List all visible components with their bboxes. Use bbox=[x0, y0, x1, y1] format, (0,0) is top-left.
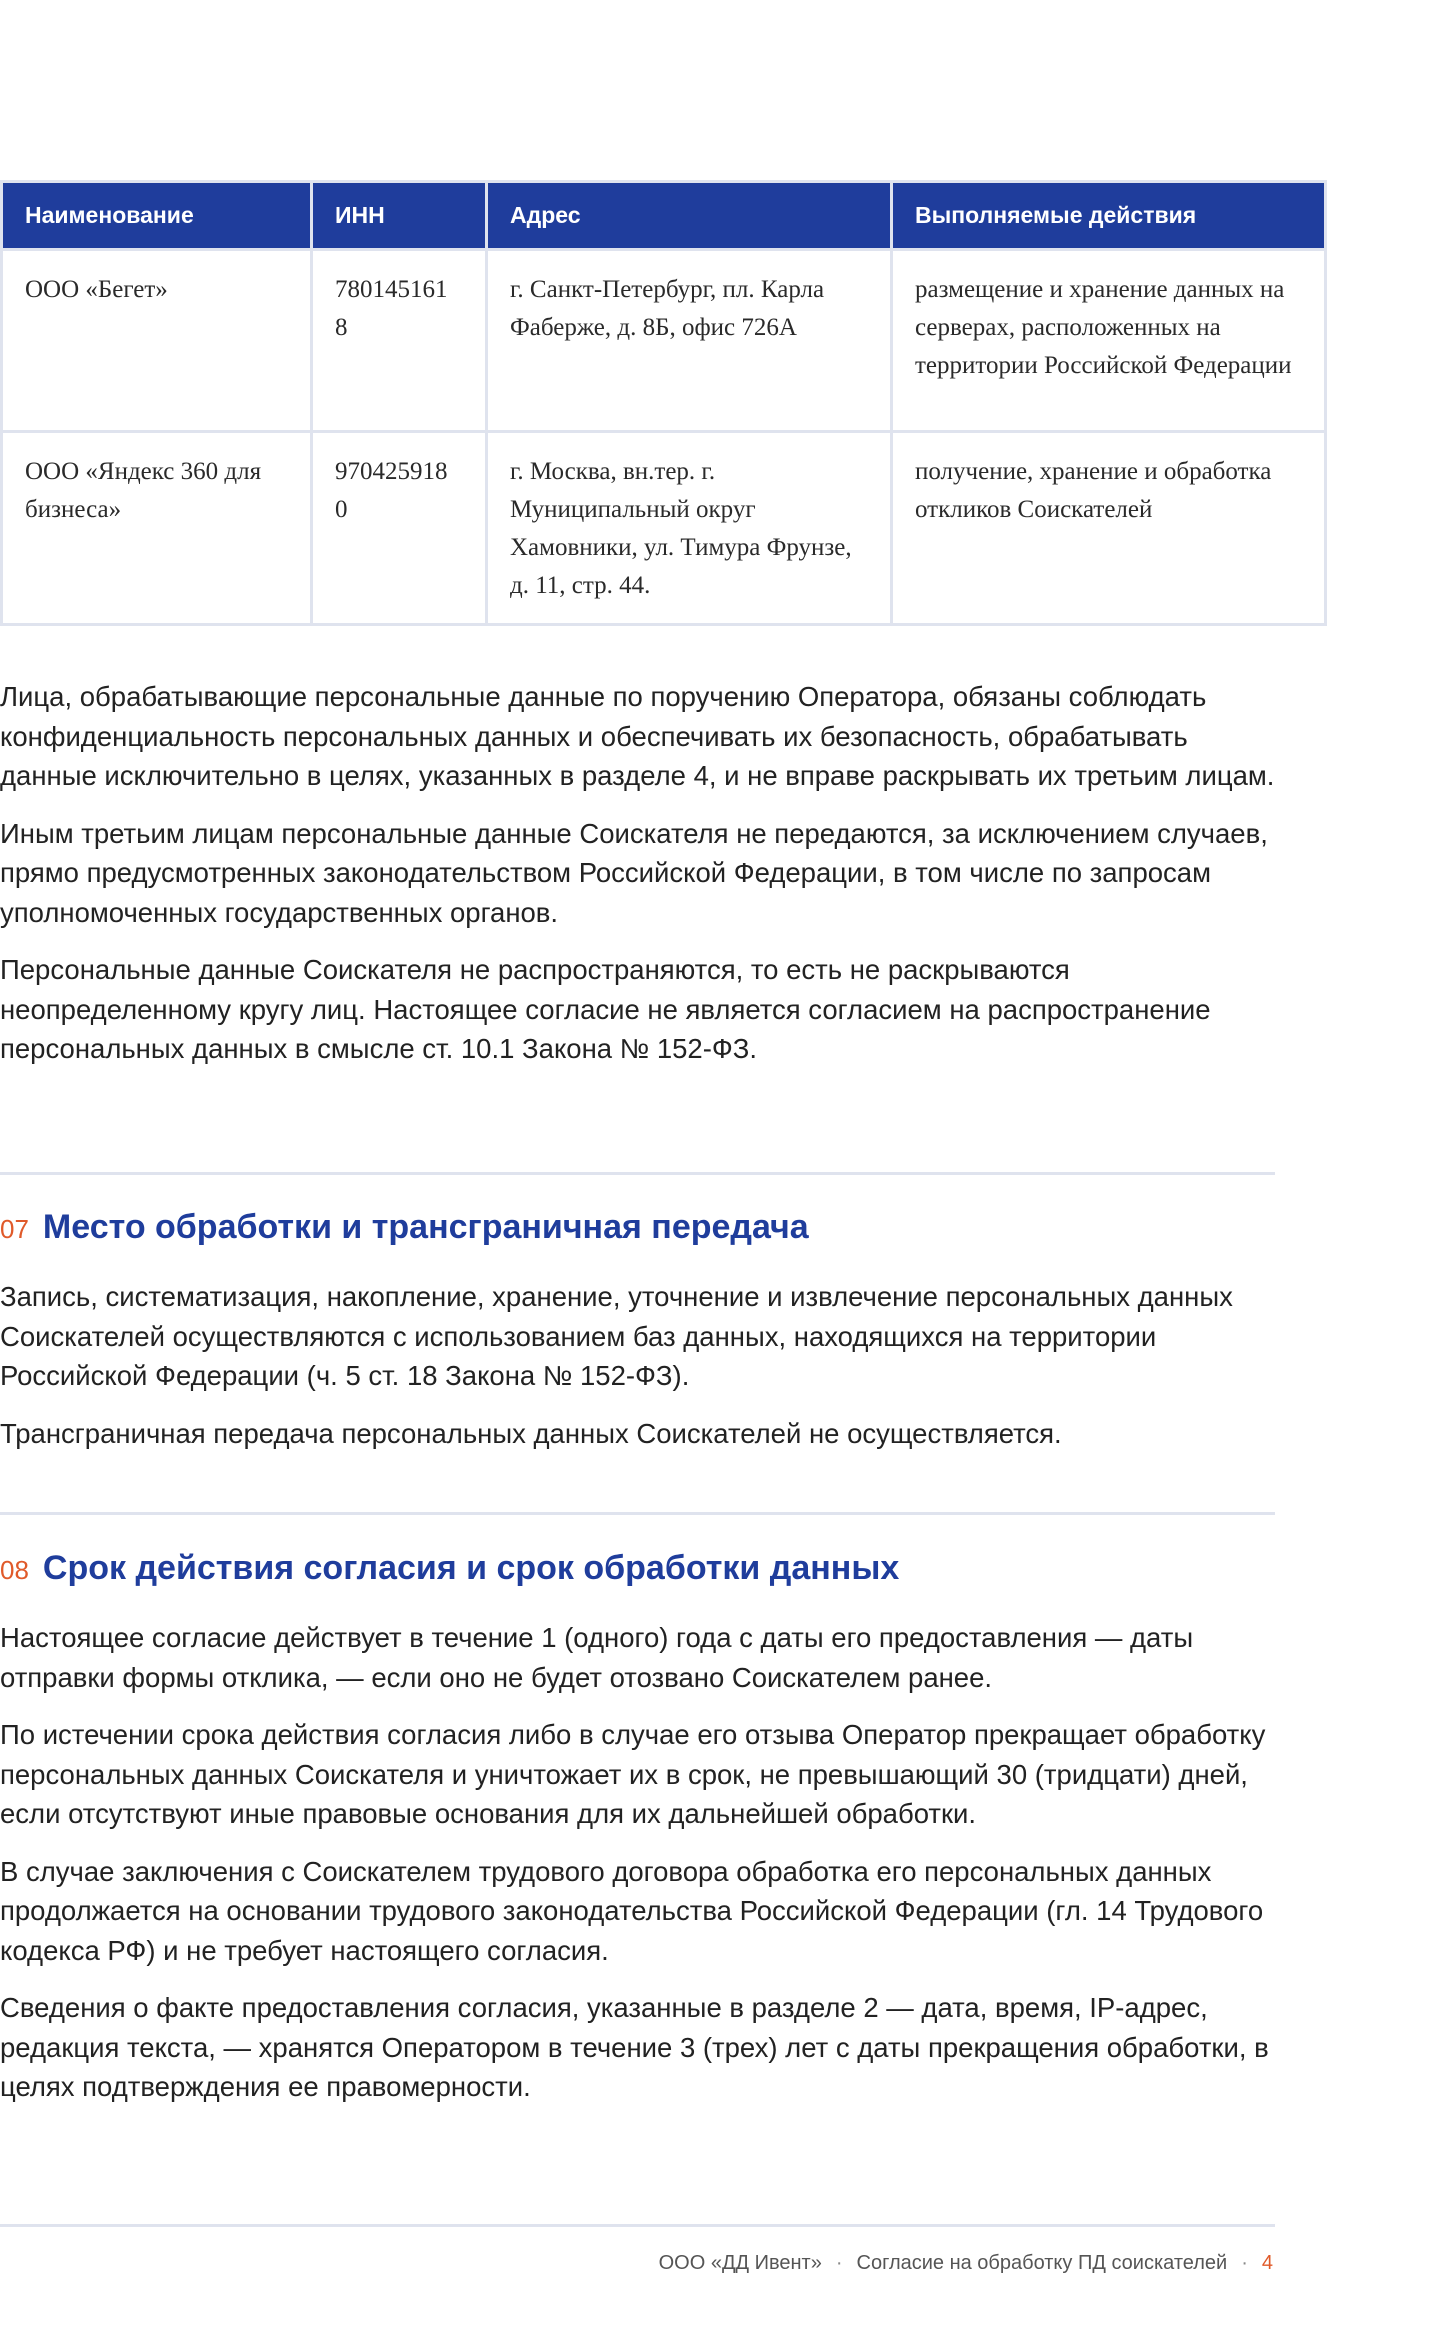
section-title: Срок действия согласия и срок обработки данных bbox=[42, 1549, 900, 1587]
cell-address: г. Санкт-Петербург, пл. Карла Фаберже, д. 8Б, офис 726А bbox=[487, 250, 892, 432]
section-8-heading bbox=[0, 1549, 899, 1588]
paragraph: Сведения о факте предоставления согласия, указанные в разделе 2 — дата, время, IP-адрес, редакция текста, — хранятся Оператором в течение 3 (трех) лет с даты прекращения обработки, в целях подтверждения ее правомерности. bbox=[0, 1992, 1269, 2102]
paragraph: Лица, обрабатывающие персональные данные по поручению Оператора, обязаны соблюдать конфиденциальность персональных данных и обеспечивать их безопасность, обрабатывать данные исключительно в целях, указанных в разделе 4, и не вправе раскрывать их третьим лицам. bbox=[0, 681, 1275, 791]
footer-divider bbox=[0, 2224, 1275, 2227]
footer-company: ООО «ДД Ивент» bbox=[658, 2252, 822, 2274]
footer-separator: · bbox=[1241, 2252, 1248, 2274]
page-number: 4 bbox=[1261, 2252, 1273, 2274]
header-inn: ИНН bbox=[312, 182, 487, 250]
paragraph: Настоящее согласие действует в течение 1 (одного) года с даты его предоставления — даты отправки формы отклика, — если оно не будет отозвано Соискателем ранее. bbox=[0, 1622, 1194, 1693]
section-7-heading bbox=[0, 1208, 809, 1247]
section-number: 08 bbox=[0, 1555, 29, 1585]
header-address: Адрес bbox=[487, 182, 892, 250]
cell-inn: 970425918 0 bbox=[312, 432, 487, 625]
paragraph: Трансграничная передача персональных данных Соискателей не осуществляется. bbox=[0, 1417, 1062, 1449]
cell-actions: размещение и хранение данных на серверах, расположенных на территории Российской Федерации bbox=[892, 250, 1326, 432]
paragraph: В случае заключения с Соискателем трудового договора обработка его персональных данных продолжается на основании трудового законодательства Российской Федерации (гл. 14 Трудового кодекса РФ) и не требует настоящего согласия. bbox=[0, 1855, 1264, 1966]
section-divider bbox=[0, 1512, 1275, 1515]
cell-name: ООО «Яндекс 360 для бизнеса» bbox=[2, 432, 312, 625]
header-name: Наименование bbox=[2, 182, 312, 250]
footer-doc-title: Согласие на обработку ПД соискателей bbox=[856, 2252, 1228, 2274]
cell-inn: 780145161 8 bbox=[312, 250, 487, 432]
section-title: Место обработки и трансграничная передача bbox=[42, 1208, 809, 1246]
section-number: 07 bbox=[0, 1214, 29, 1244]
cell-actions: получение, хранение и обработка откликов Соискателей bbox=[892, 432, 1326, 625]
cell-address: г. Москва, вн.тер. г. Муниципальный округ Хамовники, ул. Тимура Фрунзе, д. 11, стр. 44. bbox=[487, 432, 892, 625]
header-actions: Выполняемые действия bbox=[892, 182, 1326, 250]
paragraph: Запись, систематизация, накопление, хранение, уточнение и извлечение персональных данных Соискателей осуществляются с использованием баз данных, находящихся на территории Российской Федерации (ч. 5 ст. 18 Закона № 152-ФЗ). bbox=[0, 1281, 1233, 1391]
cell-name: ООО «Бегет» bbox=[2, 250, 312, 432]
table-row bbox=[2, 432, 1326, 625]
intro-text bbox=[0, 677, 1275, 1087]
section-7-text bbox=[0, 1277, 1275, 1471]
table-header-row bbox=[2, 182, 1326, 250]
page-footer bbox=[659, 2252, 1273, 2275]
paragraph: По истечении срока действия согласия либо в случае его отзыва Оператор прекращает обработку персональных данных Соискателя и уничтожает их в срок, не превышающий 30 (тридцати) дней, если отсутствуют иные правовые основания для их дальнейшей обработки. bbox=[0, 1719, 1266, 1829]
section-divider bbox=[0, 1172, 1275, 1175]
paragraph: Иным третьим лицам персональные данные Соискателя не передаются, за исключением случаев, прямо предусмотренных законодательством Российской Федерации, в том числе по запросам уполномоченных государственных органов. bbox=[0, 817, 1268, 928]
section-8-text bbox=[0, 1618, 1275, 2125]
processors-table bbox=[0, 180, 1327, 626]
paragraph: Персональные данные Соискателя не распространяются, то есть не раскрываются неопределенному кругу лиц. Настоящее согласие не является согласием на распространение персональных данных в смысле ст. 10.1 Закона № 152-ФЗ. bbox=[0, 954, 1211, 1064]
table-row bbox=[2, 250, 1326, 432]
footer-separator: · bbox=[835, 2252, 843, 2274]
